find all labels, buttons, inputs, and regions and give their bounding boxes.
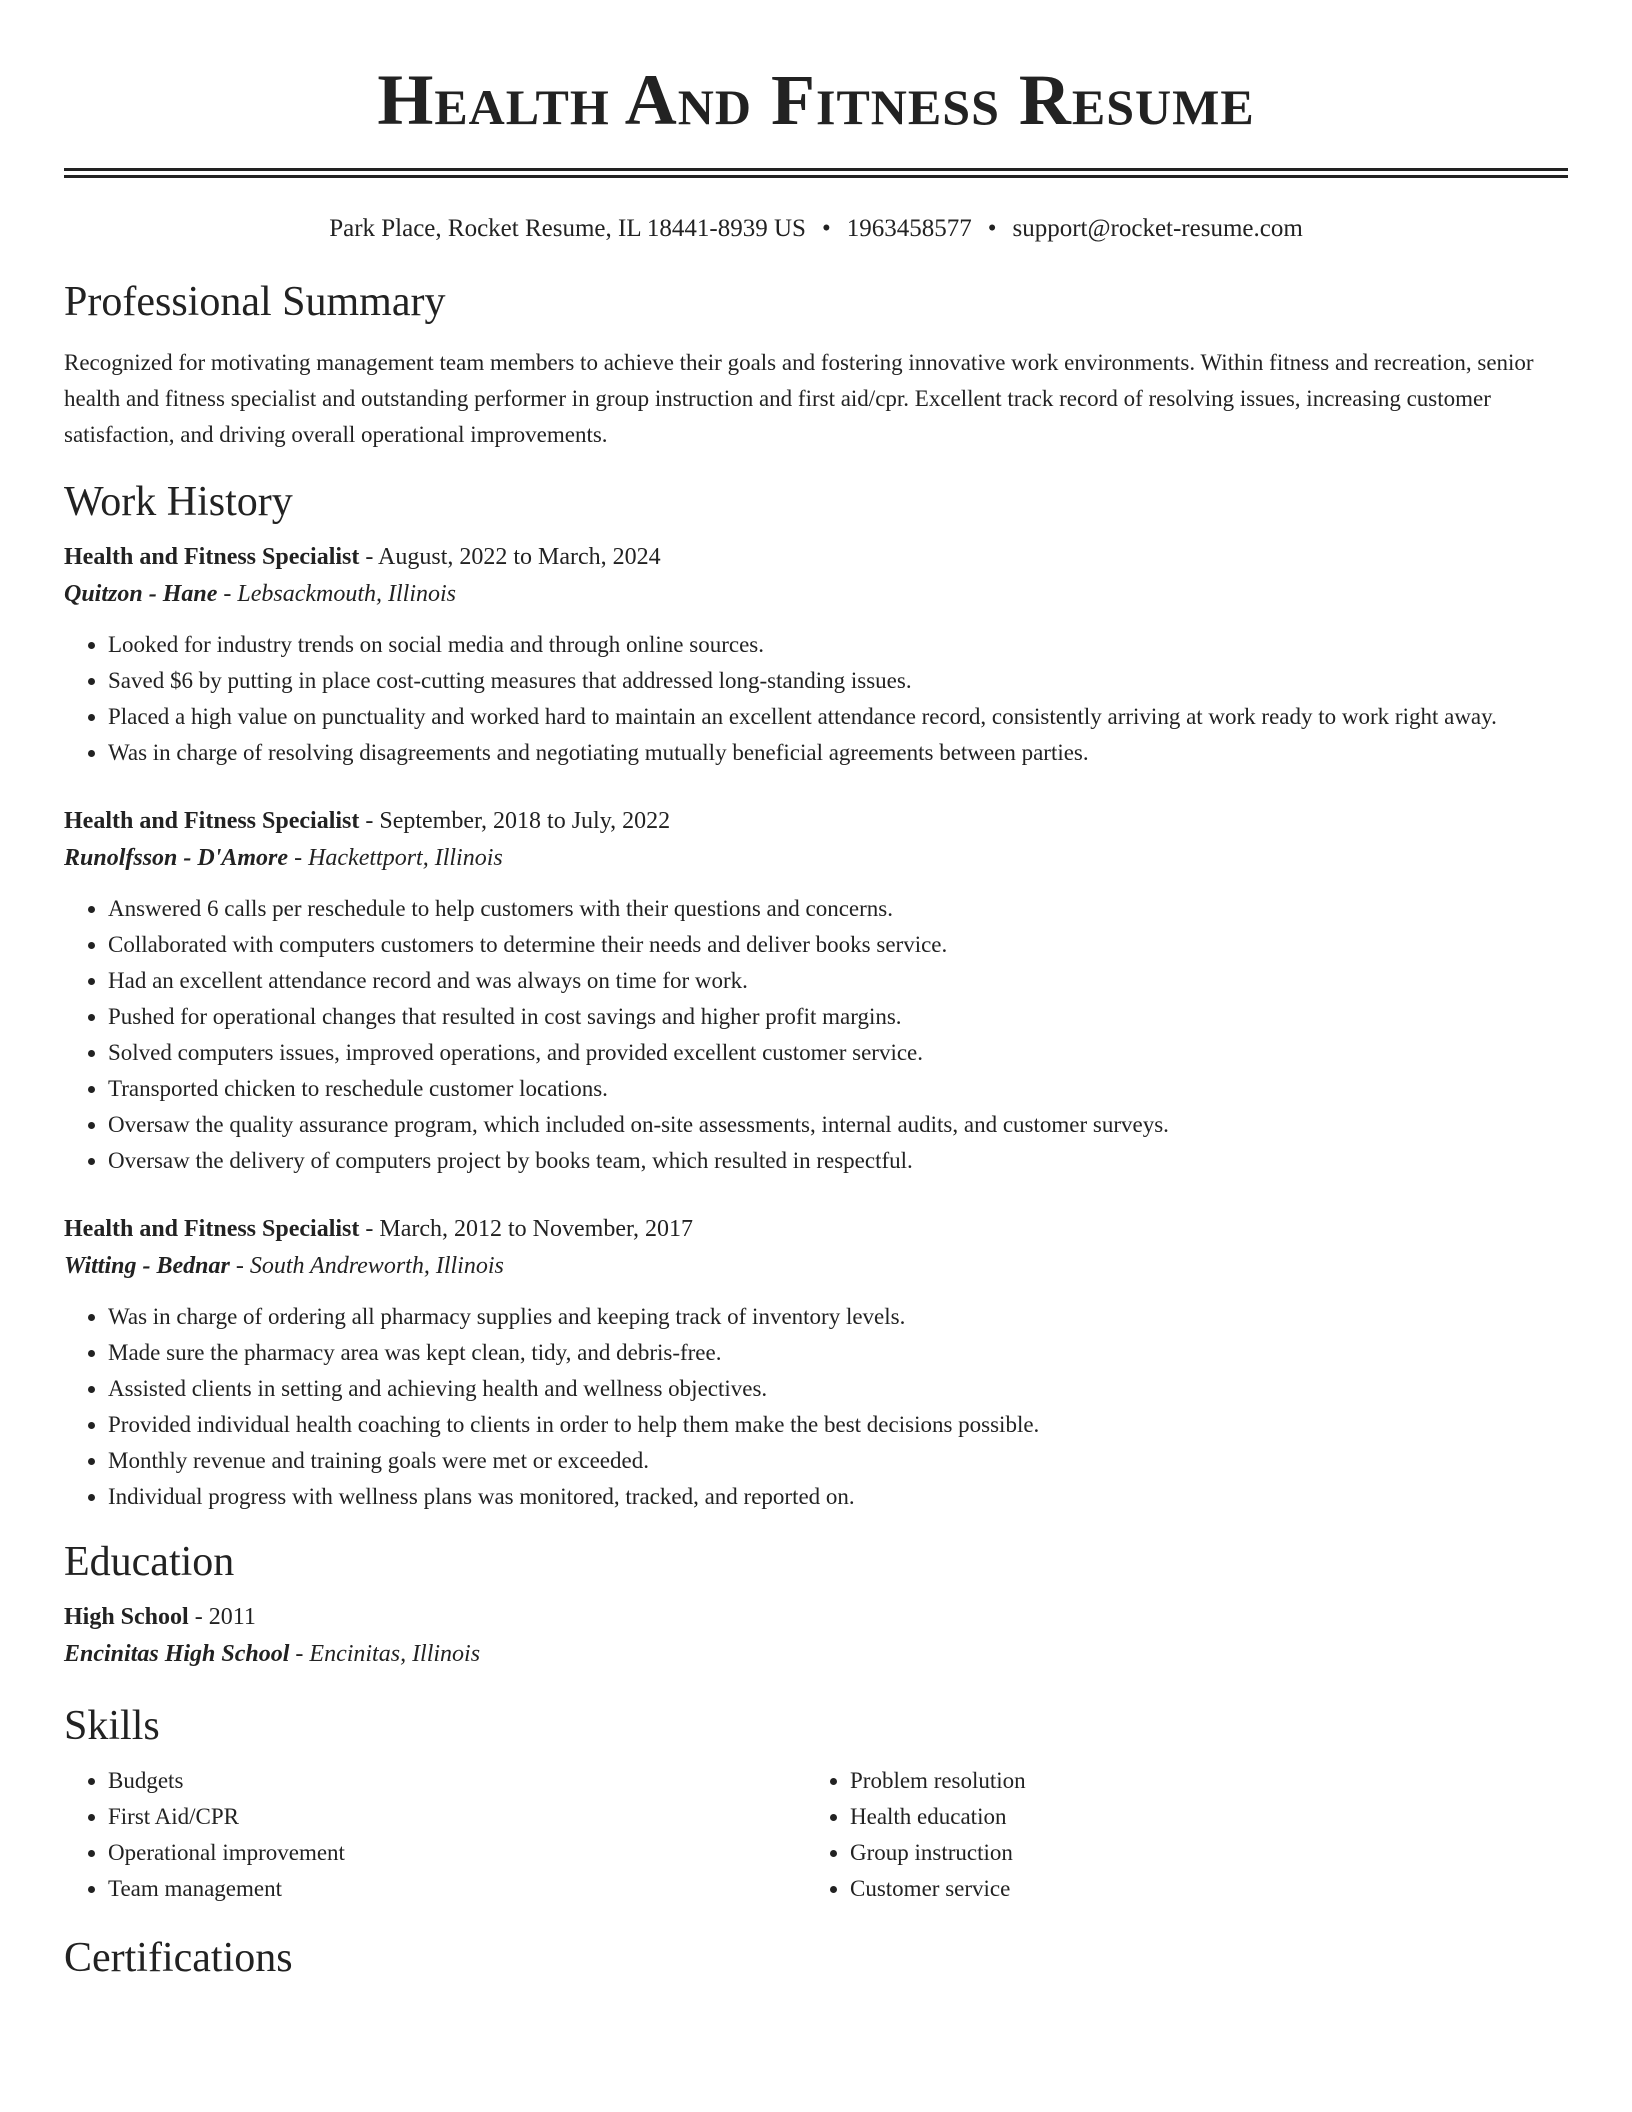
company-line [64, 575, 1568, 613]
job-title: Health and Fitness Specialist [64, 808, 360, 834]
skill-item: • Customer service [850, 1871, 1548, 1907]
skill-item: • Budgets [108, 1763, 806, 1799]
skill-item: • Health education [850, 1799, 1548, 1835]
company-line [64, 839, 1568, 877]
skills-list [64, 1763, 1568, 1907]
skills-column-left [64, 1763, 806, 1907]
job-dates: March, 2012 to November, 2017 [379, 1216, 693, 1242]
job-title-line [64, 803, 1568, 839]
resume-page [64, 0, 1568, 1983]
school-name: Encinitas High School [64, 1641, 290, 1667]
job-bullet: • Placed a high value on punctuality and worked hard to maintain an excellent attendance record, consistently arriving at work ready to work right away. [108, 699, 1568, 735]
degree: High School [64, 1604, 189, 1630]
section-heading-work-history: Work History [64, 479, 293, 525]
job-bullets [64, 1299, 1568, 1515]
job-dates: August, 2022 to March, 2024 [378, 544, 661, 570]
section-heading-summary: Professional Summary [64, 279, 446, 325]
job-bullet: • Answered 6 calls per reschedule to help customers with their questions and concerns. [108, 891, 1568, 927]
dash: - [217, 581, 238, 607]
job-bullet: • Individual progress with wellness plans was monitored, tracked, and reported on. [108, 1479, 1568, 1515]
job-bullet: • Saved $6 by putting in place cost-cutting measures that addressed long-standing issues. [108, 663, 1568, 699]
job-bullet: • Had an excellent attendance record and was always on time for work. [108, 963, 1568, 999]
section-heading-skills: Skills [64, 1703, 160, 1749]
job-bullet: • Oversaw the quality assurance program, which included on-site assessments, internal audits, and customer surveys. [108, 1107, 1568, 1143]
company-name: Witting - Bednar [64, 1253, 230, 1279]
job-bullets [64, 891, 1568, 1179]
summary-text: Recognized for motivating management team members to achieve their goals and fostering innovative work environments. Within fitness and recreation, senior health and fitness specialist and outstanding performer in group instruction and first aid/cpr. Excellent track record of resolving issues, increasing customer satisfaction, and driving overall operational improvements. [64, 350, 1534, 447]
contact-separator: • [987, 215, 997, 242]
job-title: Health and Fitness Specialist [64, 544, 360, 570]
company-line [64, 1247, 1568, 1285]
job-dates: September, 2018 to July, 2022 [379, 808, 671, 834]
job-bullet: • Assisted clients in setting and achieving health and wellness objectives. [108, 1371, 1568, 1407]
contact-separator: • [821, 215, 831, 242]
job-entry [64, 539, 1568, 771]
skill-item: • Operational improvement [108, 1835, 806, 1871]
contact-address: Park Place, Rocket Resume, IL 18441-8939 US [329, 215, 806, 242]
job-title: Health and Fitness Specialist [64, 1216, 360, 1242]
dash: - [289, 1641, 310, 1667]
dash: - [288, 845, 309, 871]
education-entry [64, 1599, 1568, 1673]
company-name: Runolfsson - D'Amore [64, 845, 289, 871]
company-location: Lebsackmouth, Illinois [237, 581, 457, 607]
dash: - [359, 1216, 380, 1242]
skill-item: • First Aid/CPR [108, 1799, 806, 1835]
title-divider-top [64, 168, 1568, 171]
job-bullet: • Collaborated with computers customers to determine their needs and deliver books service. [108, 927, 1568, 963]
job-bullet: • Was in charge of ordering all pharmacy supplies and keeping track of inventory levels. [108, 1299, 1568, 1335]
company-location: South Andreworth, Illinois [249, 1253, 504, 1279]
contact-phone: 1963458577 [846, 215, 972, 242]
skills-column-right [806, 1763, 1548, 1907]
job-title-line [64, 1211, 1568, 1247]
job-bullet: • Provided individual health coaching to clients in order to help them make the best decisions possible. [108, 1407, 1568, 1443]
job-title-line [64, 539, 1568, 575]
title-divider-bottom [64, 175, 1568, 178]
school-line [64, 1635, 1568, 1673]
section-heading-certifications: Certifications [64, 1935, 293, 1981]
contact-line [64, 214, 1568, 244]
company-location: Hackettport, Illinois [308, 845, 503, 871]
dash: - [188, 1604, 209, 1630]
job-bullet: • Pushed for operational changes that resulted in cost savings and higher profit margins. [108, 999, 1568, 1035]
skill-item: • Group instruction [850, 1835, 1548, 1871]
company-name: Quitzon - Hane [64, 581, 218, 607]
school-location: Encinitas, Illinois [309, 1641, 481, 1667]
job-bullet: • Solved computers issues, improved operations, and provided excellent customer service. [108, 1035, 1568, 1071]
job-bullet: • Made sure the pharmacy area was kept clean, tidy, and debris-free. [108, 1335, 1568, 1371]
degree-line [64, 1599, 1568, 1635]
resume-title: Health And Fitness Resume [377, 60, 1255, 140]
dash: - [229, 1253, 250, 1279]
job-bullet: • Looked for industry trends on social media and through online sources. [108, 627, 1568, 663]
skill-item: • Team management [108, 1871, 806, 1907]
dash: - [359, 808, 380, 834]
job-entry [64, 803, 1568, 1179]
job-bullet: • Was in charge of resolving disagreements and negotiating mutually beneficial agreements between parties. [108, 735, 1568, 771]
contact-email: support@rocket-resume.com [1012, 215, 1303, 242]
section-heading-education: Education [64, 1539, 235, 1585]
dash: - [359, 544, 379, 570]
job-bullet: • Monthly revenue and training goals were met or exceeded. [108, 1443, 1568, 1479]
job-bullets [64, 627, 1568, 771]
job-bullet: • Transported chicken to reschedule customer locations. [108, 1071, 1568, 1107]
skill-item: • Problem resolution [850, 1763, 1548, 1799]
job-bullet: • Oversaw the delivery of computers project by books team, which resulted in respectful. [108, 1143, 1568, 1179]
job-entry [64, 1211, 1568, 1515]
graduation-year: 2011 [208, 1604, 256, 1630]
